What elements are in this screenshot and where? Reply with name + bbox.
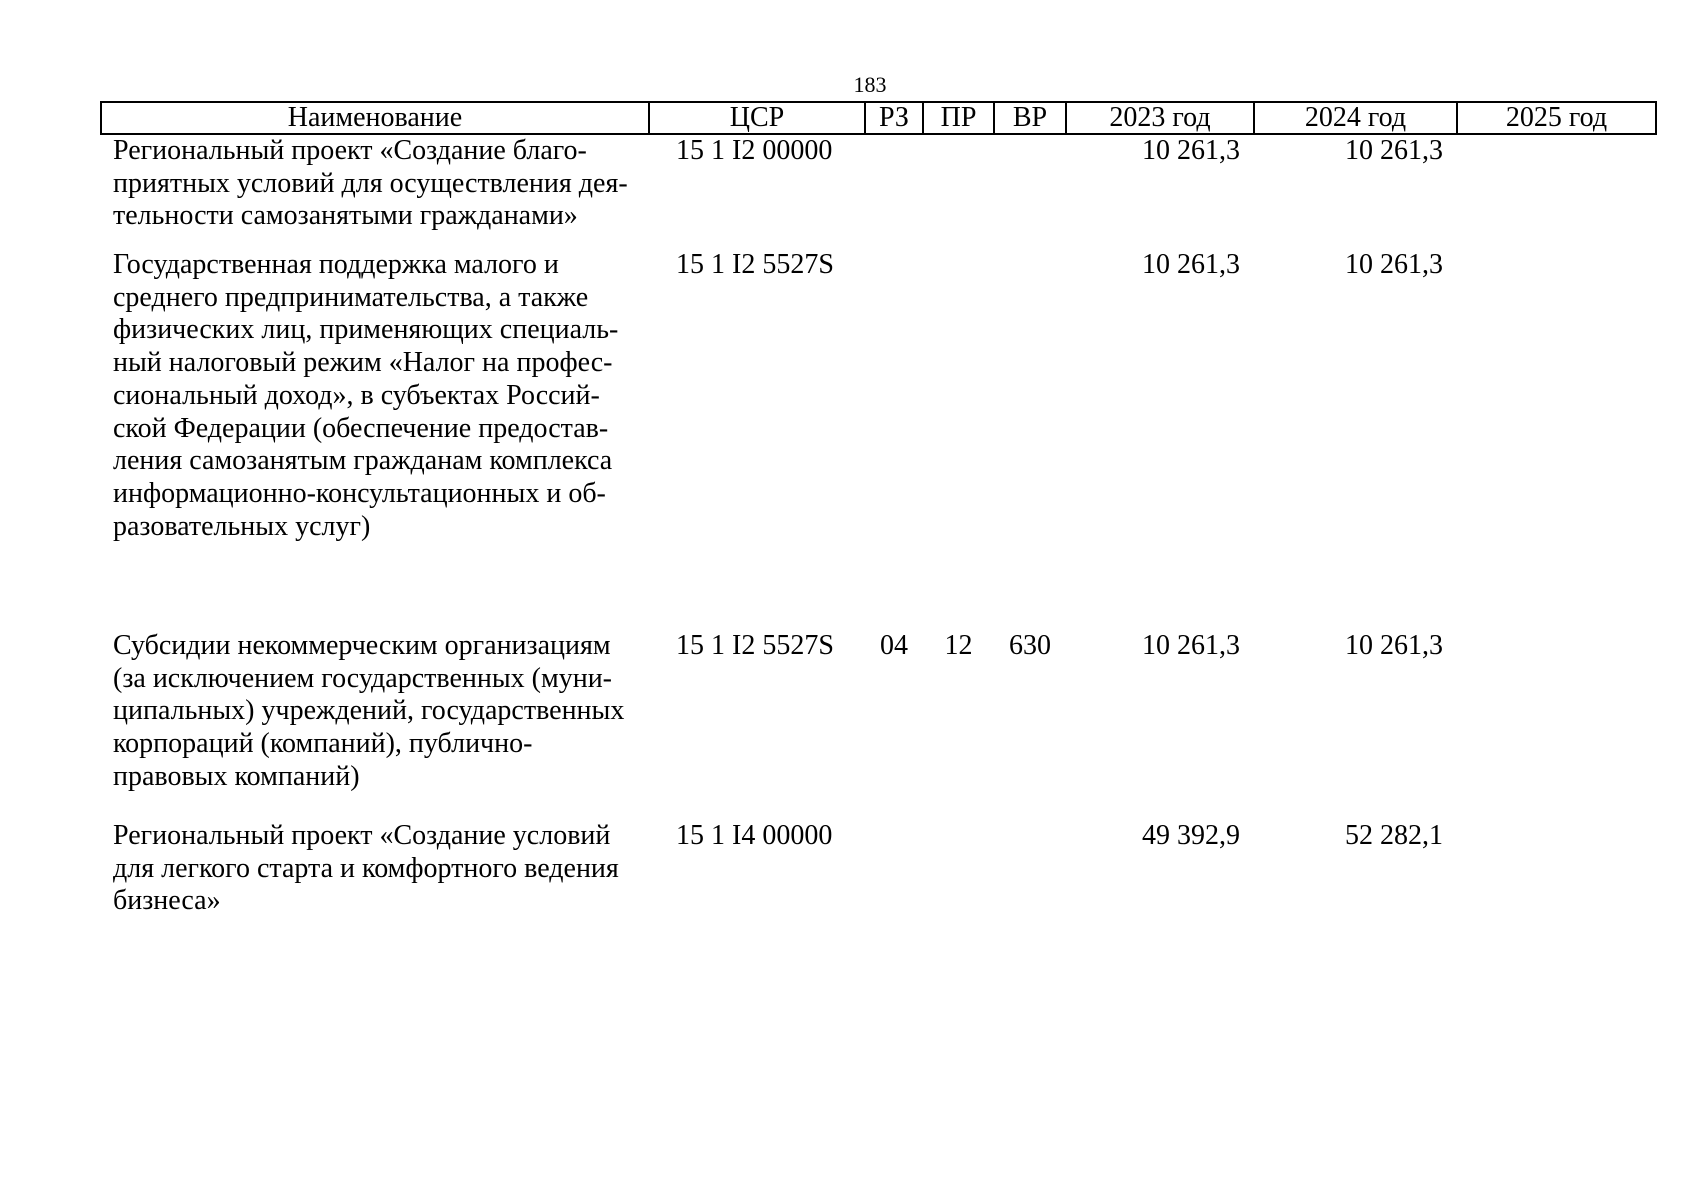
row-2024: 10 261,3: [1345, 135, 1443, 166]
row-2025: [1457, 249, 1656, 630]
row-vr: [994, 134, 1066, 249]
table-row: [101, 820, 1656, 930]
row-2023: 10 261,3: [1142, 249, 1240, 280]
row-rz: [865, 249, 923, 630]
header-2025: 2025 год: [1457, 102, 1656, 134]
row-2025: [1457, 134, 1656, 249]
row-rz: 04: [880, 630, 908, 661]
row-name-line: физических лиц, применяющих специаль-: [113, 314, 619, 346]
row-name-line: сиональный доход», в субъектах Россий-: [113, 379, 600, 411]
table-header-row: [101, 102, 1656, 134]
row-csr: 15 1 I2 5527S: [676, 249, 834, 280]
page-number: 183: [853, 72, 887, 97]
row-2023: 10 261,3: [1142, 135, 1240, 166]
row-vr: 630: [1009, 630, 1051, 661]
row-name-cell: [101, 820, 649, 930]
row-name-line: Государственная поддержка малого и: [113, 249, 559, 280]
header-2023: 2023 год: [1066, 102, 1254, 134]
row-pr: [923, 249, 994, 630]
row-name-line: ления самозанятым гражданам комплекса: [113, 445, 613, 477]
header-2024: 2024 год: [1254, 102, 1457, 134]
row-name-cell: [101, 630, 649, 820]
row-rz: [865, 820, 923, 930]
row-csr: 15 1 I2 5527S: [676, 630, 834, 661]
table-row: [101, 630, 1656, 820]
row-name-line: ской Федерации (обеспечение предостав-: [113, 412, 609, 444]
row-pr: [923, 134, 994, 249]
header-pr: ПР: [923, 102, 994, 134]
row-name-cell: [101, 249, 649, 630]
row-vr: [994, 820, 1066, 930]
row-pr: 12: [944, 630, 973, 661]
table-row: [101, 249, 1656, 630]
row-2024: 52 282,1: [1345, 820, 1443, 851]
row-2025: [1457, 630, 1656, 820]
table-row: [101, 134, 1656, 249]
row-csr: 15 1 I4 00000: [676, 820, 833, 851]
row-name-line: приятных условий для осуществления дея-: [113, 167, 628, 199]
row-name-line: Субсидии некоммерческим организациям: [113, 630, 611, 661]
row-name-line: ный налоговый режим «Налог на профес-: [113, 347, 613, 379]
row-name-line: (за исключением государственных (муни-: [113, 662, 612, 694]
header-name: Наименование: [101, 102, 649, 134]
row-2024: 10 261,3: [1345, 630, 1443, 661]
row-name-line: Региональный проект «Создание благо-: [113, 135, 587, 166]
row-name-line: информационно-консультационных и об-: [113, 477, 606, 509]
row-name-line: ципальных) учреждений, государственных: [113, 695, 625, 727]
row-name-cell: [101, 134, 649, 249]
row-name-line: среднего предпринимательства, а также: [113, 281, 589, 313]
row-name-line: корпораций (компаний), публично-: [113, 728, 533, 760]
row-pr: [923, 820, 994, 930]
row-name-line: правовых компаний): [113, 760, 360, 792]
row-csr: 15 1 I2 00000: [676, 135, 833, 166]
row-name-line: тельности самозанятыми гражданами»: [113, 200, 578, 232]
row-name-line: Региональный проект «Создание условий: [113, 820, 611, 851]
row-name-line: бизнеса»: [113, 885, 221, 917]
row-name-line: разовательных услуг): [113, 510, 371, 542]
row-2024: 10 261,3: [1345, 249, 1443, 280]
row-vr: [994, 249, 1066, 630]
header-rz: РЗ: [865, 102, 923, 134]
row-2023: 49 392,9: [1142, 820, 1240, 851]
row-rz: [865, 134, 923, 249]
header-csr: ЦСР: [649, 102, 865, 134]
row-2023: 10 261,3: [1142, 630, 1240, 661]
budget-table: [100, 101, 1657, 930]
header-vr: ВР: [994, 102, 1066, 134]
row-2025: [1457, 820, 1656, 930]
row-name-line: для легкого старта и комфортного ведения: [113, 852, 619, 884]
